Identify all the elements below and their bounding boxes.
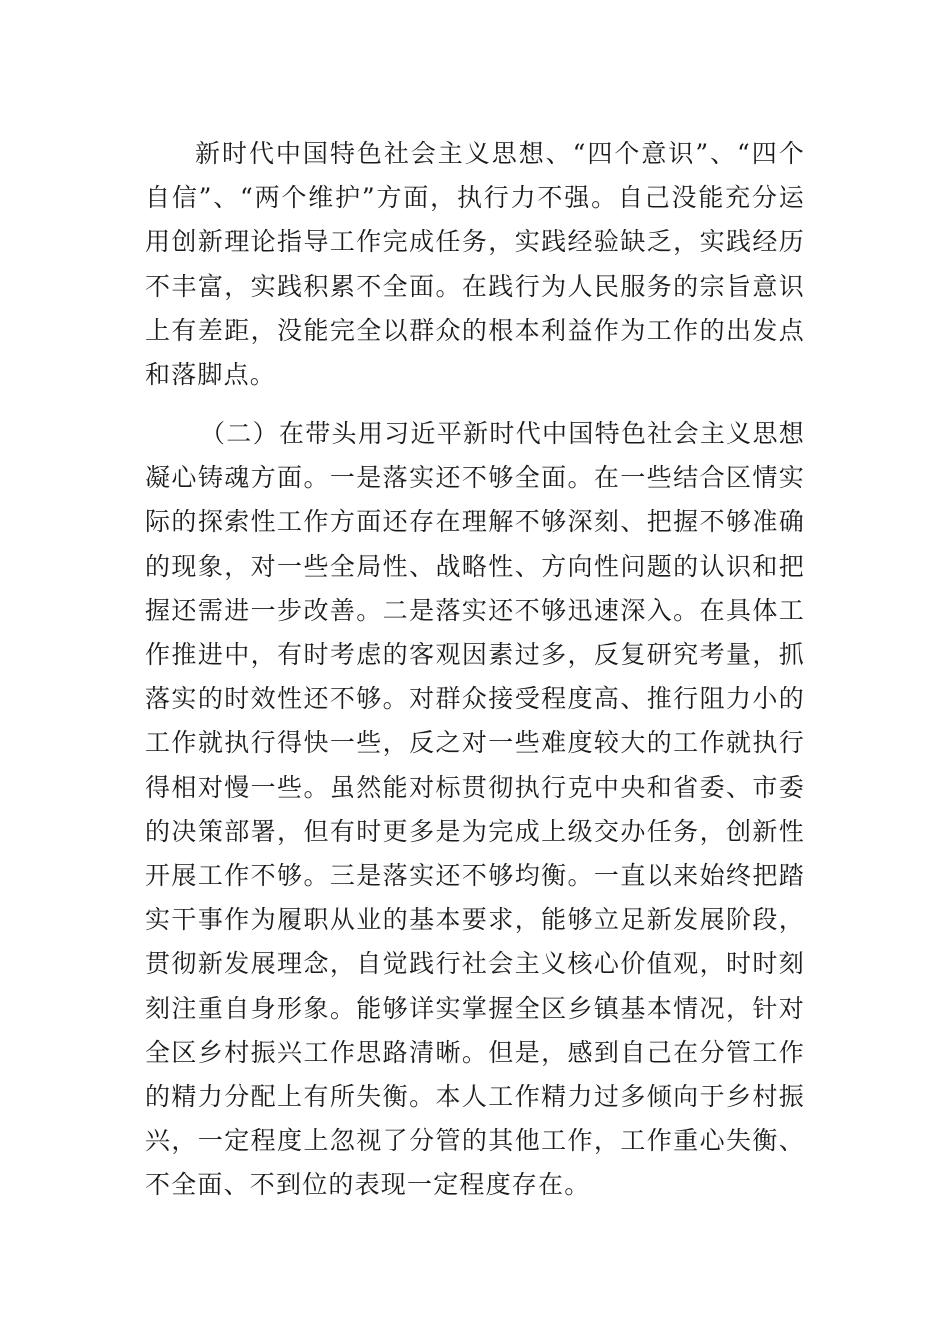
- body-paragraph-2: （二）在带头用习近平新时代中国特色社会主义思想凝心铸魂方面。一是落实还不够全面。在一些结合区情实际的探索性工作方面还存在理解不够深刻、把握不够准确的现象，对一些全局性、战略性、方向性问题的认识和把握还需进一步改善。二是落实还不够迅速深入。在具体工作推进中，有时考虑的客观因素过多，反复研究考量，抓落实的时效性还不够。对群众接受程度高、推行阻力小的工作就执行得快一些，反之对一些难度较大的工作就执行得相对慢一些。虽然能对标贯彻执行克中央和省委、市委的决策部署，但有时更多是为完成上级交办任务，创新性开展工作不够。三是落实还不够均衡。一直以来始终把踏实干事作为履职从业的基本要求，能够立足新发展阶段，贯彻新发展理念，自觉践行社会主义核心价值观，时时刻刻注重自身形象。能够详实掌握全区乡镇基本情况，针对全区乡村振兴工作思路清晰。但是，感到自己在分管工作的精力分配上有所失衡。本人工作精力过多倾向于乡村振兴，一定程度上忽视了分管的其他工作，工作重心失衡、不全面、不到位的表现一定程度存在。: [145, 419, 805, 1200]
- body-paragraph-1: 新时代中国特色社会主义思想、“四个意识”、“四个自信”、“两个维护”方面，执行力不强。自己没能充分运用创新理论指导工作完成任务，实践经验缺乏，实践经历不丰富，实践积累不全面。在践行为人民服务的宗旨意识上有差距，没能完全以群众的根本利益作为工作的出发点和落脚点。: [145, 139, 805, 390]
